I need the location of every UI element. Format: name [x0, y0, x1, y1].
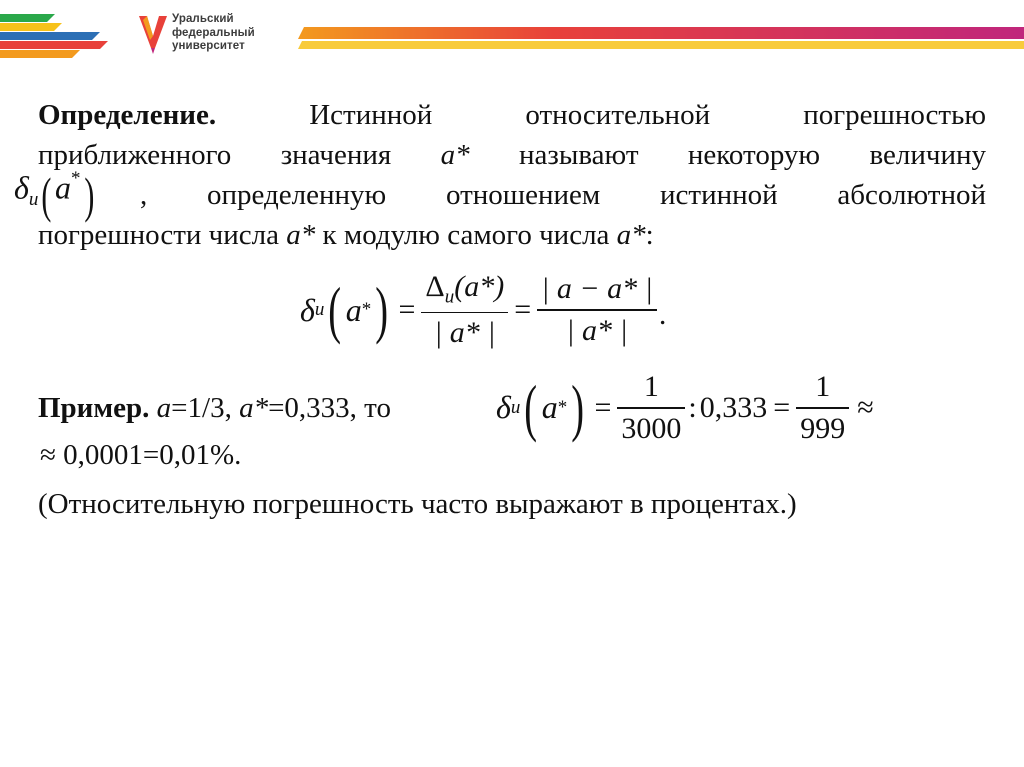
example-result: 0,0001=0,01%. — [63, 439, 242, 471]
fraction-1-bar — [421, 312, 508, 314]
example-a: a — [541, 389, 558, 426]
definition-line-1-text: Истинной относительной погрешностью — [309, 99, 986, 131]
fraction-2-denominator: | a* | — [566, 313, 628, 347]
inline-delta-formula — [14, 166, 97, 223]
formula-delta: δ — [300, 291, 315, 328]
example-fraction-2-denominator: 999 — [800, 411, 846, 445]
header-color-bar — [298, 27, 1024, 55]
example-fraction-2-bar — [796, 407, 849, 409]
example-fraction-2-numerator: 1 — [815, 370, 831, 403]
definition-line-4-colon: : — [645, 219, 654, 251]
formula-equals-2: = — [514, 293, 532, 327]
example-fraction-1 — [617, 370, 685, 446]
formula-fraction-2 — [537, 272, 657, 348]
logo-line-2: федеральный — [172, 26, 255, 39]
inline-a-symbol: a — [55, 169, 72, 206]
example-fraction-1-bar — [617, 407, 685, 409]
example-equals-2: = — [773, 390, 791, 424]
example-approx-symbol: ≈ — [857, 390, 874, 424]
example-value-a-star: =0,333, то — [268, 392, 391, 424]
formula-fraction-1 — [421, 270, 508, 350]
example-label: Пример. — [38, 392, 150, 424]
logo-line-3: университет — [172, 40, 245, 52]
example-line — [38, 388, 391, 428]
example-delta-subscript: и — [510, 396, 521, 418]
definition-line-2-text-b: называют некоторую величину — [519, 139, 987, 171]
definition-line-3-text: , определенную отношением истинной абсолютной — [140, 179, 986, 211]
formula-a-star: * — [361, 299, 372, 321]
definition-term: Определение. — [38, 99, 217, 131]
definition-line-4-text-b: к модулю самого числа — [322, 219, 610, 251]
formula-period: . — [658, 298, 667, 332]
definition-line-2 — [38, 135, 986, 175]
example-value-a: =1/3, — [171, 392, 232, 424]
header — [0, 0, 1024, 70]
fraction-1-denominator: | a* | — [434, 316, 496, 350]
main-formula — [300, 270, 666, 350]
example-fraction-2 — [796, 370, 849, 446]
definition-line-4-text-a: погрешности числа — [38, 219, 279, 251]
definition-line-3 — [140, 175, 986, 215]
example-fraction-1-numerator: 1 — [643, 370, 659, 403]
definition-line-4-var-1: a* — [286, 219, 316, 251]
example-right-paren: ) — [571, 371, 585, 443]
formula-right-paren: ) — [375, 274, 389, 346]
note-text: (Относительную погрешность часто выражают в процентах.) — [38, 488, 797, 520]
example-var-a: a — [156, 392, 172, 424]
fraction-2-bar — [537, 309, 657, 311]
example-fraction-1-denominator: 3000 — [621, 411, 682, 445]
inline-delta-subscript: и — [28, 188, 39, 210]
formula-a: a — [345, 291, 362, 328]
example-left-paren: ( — [524, 371, 538, 443]
inline-star: * — [71, 168, 81, 189]
stripes-decoration — [0, 0, 115, 64]
definition-line-1 — [38, 95, 986, 135]
definition-line-4-var-2: a* — [616, 219, 646, 251]
fraction-1-delta: Δ — [425, 270, 445, 303]
definition-variable: a* — [440, 139, 470, 171]
inline-delta-symbol: δ — [14, 169, 29, 206]
example-colon: : — [688, 390, 697, 424]
result-approx-symbol: ≈ — [40, 439, 56, 471]
fraction-1-numerator — [421, 270, 508, 309]
example-equals-1: = — [594, 390, 612, 424]
example-value: 0,333 — [699, 390, 768, 424]
example-var-a-star: a* — [239, 392, 269, 424]
inline-right-paren: ) — [83, 166, 94, 223]
university-name — [172, 13, 255, 54]
fraction-1-subscript: и — [444, 286, 455, 308]
formula-left-paren: ( — [328, 274, 342, 346]
definition-line-2-text-a: приближенного значения — [38, 139, 392, 171]
example-delta: δ — [496, 389, 511, 426]
example-a-star: * — [557, 396, 568, 418]
example-formula — [496, 370, 874, 446]
example-result-line — [40, 435, 241, 475]
definition-line-4 — [38, 215, 986, 255]
fraction-2-numerator: | a − a* | — [541, 272, 653, 306]
university-logo-icon — [137, 14, 169, 56]
logo-line-1: Уральский — [172, 13, 234, 25]
formula-delta-subscript: и — [314, 299, 325, 321]
fraction-1-argument: (a*) — [454, 270, 505, 303]
inline-left-paren: ( — [41, 166, 52, 223]
formula-equals-1: = — [398, 293, 416, 327]
